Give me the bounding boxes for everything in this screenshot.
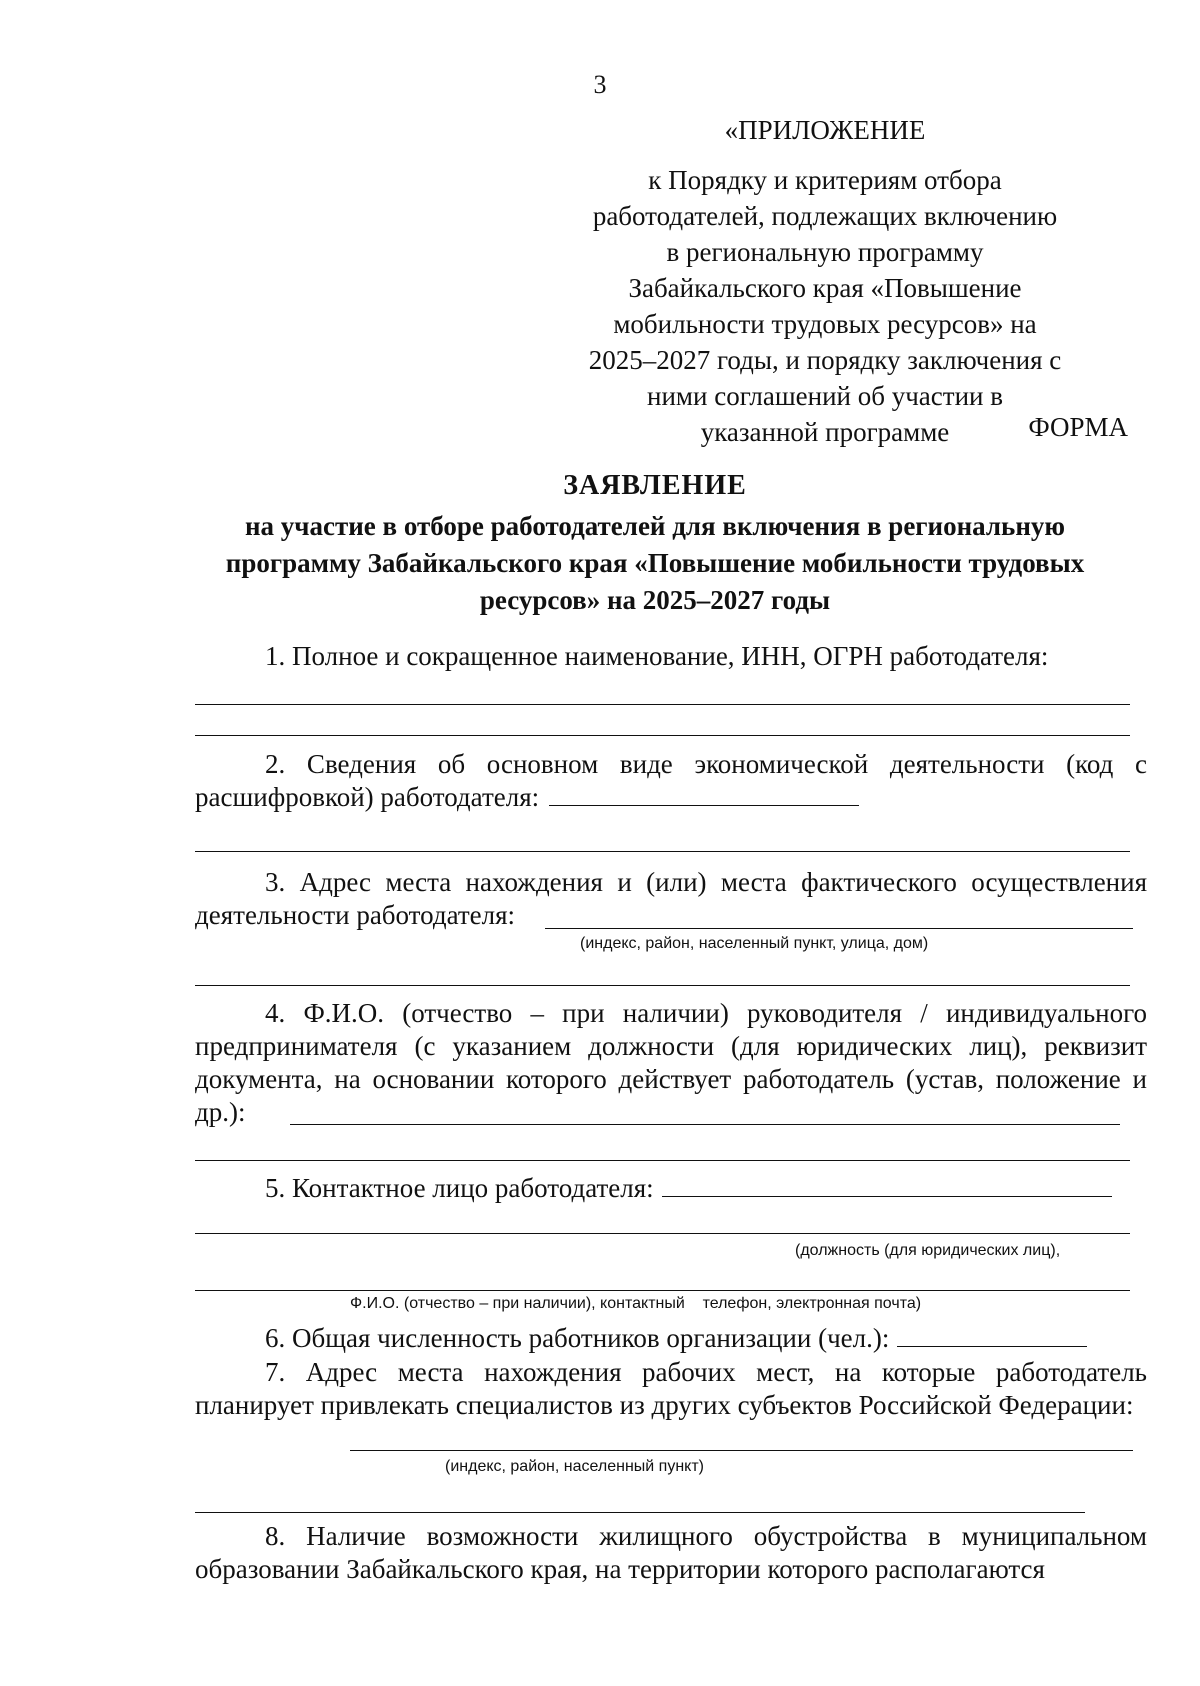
item-4-label: 4. Ф.И.О. (отчество – при наличии) руководителя / индивидуального предпринимателя (с указанием должности (для юридических лиц), реквизит документа, на основании которого действует работодатель (устав, положение и др.): [195,998,1147,1127]
item-2-label [195,748,1147,814]
item-5-hint-position: (должность (для юридических лиц), [795,1242,1061,1259]
item-8-label: 8. Наличие возможности жилищного обустройства в муниципальном образовании Забайкальского края, на территории которого располагаются [195,1521,1147,1584]
item-7-hint: (индекс, район, населенный пункт) [445,1458,704,1475]
item-3-inline-field[interactable] [545,928,1133,929]
item-5-hint-contact: Ф.И.О. (отчество – при наличии), контактный телефон, электронная почта) [350,1295,922,1312]
item-2-inline-field[interactable] [549,804,859,806]
item-7-field-line[interactable] [195,1512,1085,1513]
page-number: 3 [593,70,607,99]
item-2-field-line[interactable] [195,851,1130,852]
form-label: ФОРМА [1028,412,1128,442]
item-3-label: 3. Адрес места нахождения и (или) места фактического осуществления деятельности работодателя: [195,867,1147,930]
annex-title: «ПРИЛОЖЕНИЕ [724,115,926,145]
document-subtitle: на участие в отборе работодателей для включения в региональную программу Забайкальского края «Повышение мобильности трудовых ресурсов» на 2025–2027 годы [225,511,1085,615]
item-1-label: 1. Полное и сокращенное наименование, ИНН, ОГРН работодателя: [265,641,1049,671]
item-5-field-line-2[interactable] [195,1290,1130,1291]
item-6-inline-field[interactable] [897,1345,1087,1347]
annex-body: к Порядку и критериям отбора работодателей, подлежащих включению в региональную программу Забайкальского края «Повышение мобильности трудовых ресурсов» на 2025–2027 годы, и порядку заключения с ними соглашений об участии в указанной программе [588,165,1062,447]
item-5-inline-field[interactable] [662,1195,1112,1197]
item-5-text: 5. Контактное лицо работодателя: [265,1173,654,1203]
item-4-field-line[interactable] [195,1160,1130,1161]
item-1-field-line-2[interactable] [195,735,1130,736]
item-6-text: 6. Общая численность работников организации (чел.): [265,1323,890,1353]
item-3-hint: (индекс, район, населенный пункт, улица, дом) [580,935,929,952]
item-6-label [265,1322,1145,1355]
item-5-label [265,1172,1145,1205]
item-3-field-line[interactable] [195,985,1130,986]
item-7-inline-field[interactable] [350,1450,1133,1451]
item-7-label: 7. Адрес места нахождения рабочих мест, на которые работодатель планирует привлекать специалистов из других субъектов Российской Федерации: [195,1357,1147,1420]
item-4-inline-field[interactable] [290,1124,1120,1125]
item-2-text: 2. Сведения об основном виде экономической деятельности (код с расшифровкой) работодателя: [195,749,1147,812]
item-1-field-line-1[interactable] [195,704,1130,705]
document-title: ЗАЯВЛЕНИЕ [563,470,747,501]
item-5-field-line-1[interactable] [195,1233,1130,1234]
